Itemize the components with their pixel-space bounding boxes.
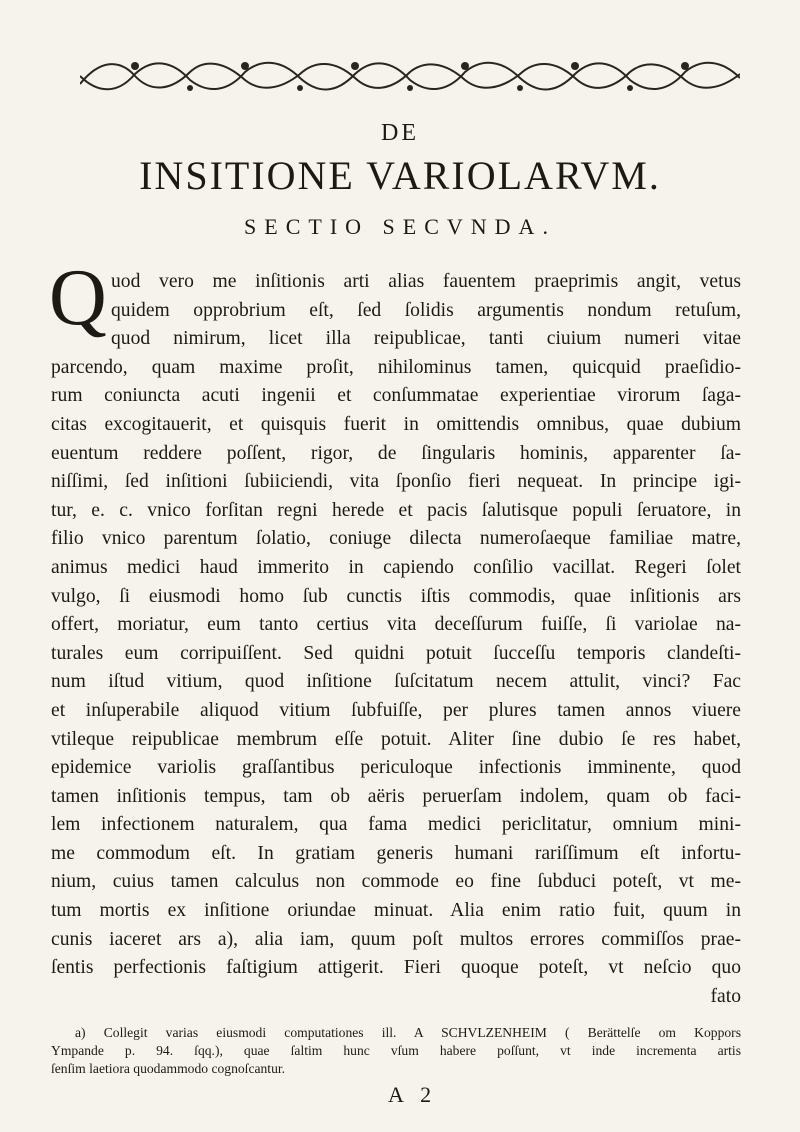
footnote-line: ſenſim laetiora quodammodo cognoſcantur. bbox=[51, 1061, 286, 1076]
heading-de: DE bbox=[381, 120, 419, 146]
text-line: niſſimi, ſed inſitioni ſubiiciendi, vita ſponſio fieri nequeat. In principe igi- bbox=[51, 471, 741, 493]
text-line: offert, moriatur, eum tanto certius vita deceſſurum fuiſſe, ſi variolae na- bbox=[51, 614, 741, 636]
text-line: vtileque reipublicae membrum eſſe potuit. Aliter ſine dubio ſe res habet, bbox=[51, 728, 741, 750]
text-line: nium, cuius tamen calculus non commode eo fine ſubduci poteſt, vt me- bbox=[51, 871, 741, 893]
signature-mark: A 2 bbox=[388, 1082, 438, 1107]
text-line: vulgo, ſi eiusmodi homo ſub cunctis iſtis commodis, quae inſitionis ars bbox=[51, 585, 741, 607]
text-line: filio vnico parentum ſolatio, coniuge dilecta numeroſaeque familiae matre, bbox=[51, 528, 741, 550]
text-line: rum coniuncta acuti ingenii et conſummatae experientiae virorum ſaga- bbox=[51, 385, 741, 407]
text-line: me commodum eſt. In gratiam generis humani rariſſimum eſt infortu- bbox=[51, 842, 741, 864]
text-line: ſentis perfectionis faſtigium attigerit. Fieri quoque poteſt, vt neſcio quo bbox=[51, 957, 741, 979]
text-line: citas excogitauerit, et quisquis fuerit in omittendis omnibus, quae dubium bbox=[51, 413, 741, 435]
footnote-line: a) Collegit varias eiusmodi computationes ill. A SCHVLZENHEIM ( Berättelſe om Koppors bbox=[75, 1025, 741, 1040]
text-line: tum mortis ex inſitione oriundae minuat. Alia enim ratio fuit, quum in bbox=[51, 900, 741, 922]
ornament-band bbox=[80, 54, 740, 96]
page-title: INSITIONE VARIOLARVM. bbox=[139, 153, 661, 198]
text-line: tur, e. c. vnico forſitan regni herede et pacis ſalutisque populi ſeruatore, in bbox=[51, 499, 741, 521]
text-line: animus medici haud immerito in capiendo conſilio vacillat. Regeri ſolet bbox=[51, 556, 741, 578]
text-line: uod vero me inſitionis arti alias fauentem praeprimis angit, vetus bbox=[111, 271, 741, 292]
text-line: num iſtud vitium, quod inſitione ſuſcitatum necem attulit, vinci? Fac bbox=[51, 671, 741, 693]
text-line: parcendo, quam maxime proſit, nihilominus tamen, quicquid praeſidio- bbox=[51, 356, 741, 378]
text-line: epidemice variolis graſſantibus periculoque infectionis imminente, quod bbox=[51, 757, 741, 779]
text-line: turales eum corripuiſſent. Sed quidni potuit ſucceſſu temporis clandeſti- bbox=[51, 642, 741, 664]
text-line: lem infectionem naturalem, qua fama medici periclitatur, omnium mini- bbox=[51, 814, 741, 836]
footnote bbox=[51, 1024, 741, 1078]
text-line: et inſuperabile aliquod vitium ſubfuiſſe, per plures tamen annos viuere bbox=[51, 699, 741, 721]
body-text bbox=[49, 254, 741, 1011]
text-line: quod nimirum, licet illa reipublicae, tanti ciuium numeri vitae bbox=[111, 328, 741, 350]
section-title: SECTIO SECVNDA. bbox=[244, 214, 556, 239]
footnote-line: Ympande p. 94. ſqq.), quae ſaltim hunc vſum habere poſſunt, vt inde incrementa artis bbox=[51, 1043, 741, 1058]
text-line: quidem opprobrium eſt, ſed ſolidis argumentis nondum retuſum, bbox=[111, 299, 741, 321]
text-line: cunis iaceret ars a), alia iam, quum poſt multos errores commiſſos prae- bbox=[51, 928, 741, 950]
drop-cap: Q bbox=[49, 254, 107, 342]
text-line: tamen inſitionis tempus, tam ob aëris peruerſam indolem, quam ob faci- bbox=[51, 785, 741, 807]
catchword: fato bbox=[710, 985, 741, 1007]
text-line: euentum reddere poſſent, rigor, de ſingularis hominis, apparenter ſa- bbox=[51, 442, 741, 464]
